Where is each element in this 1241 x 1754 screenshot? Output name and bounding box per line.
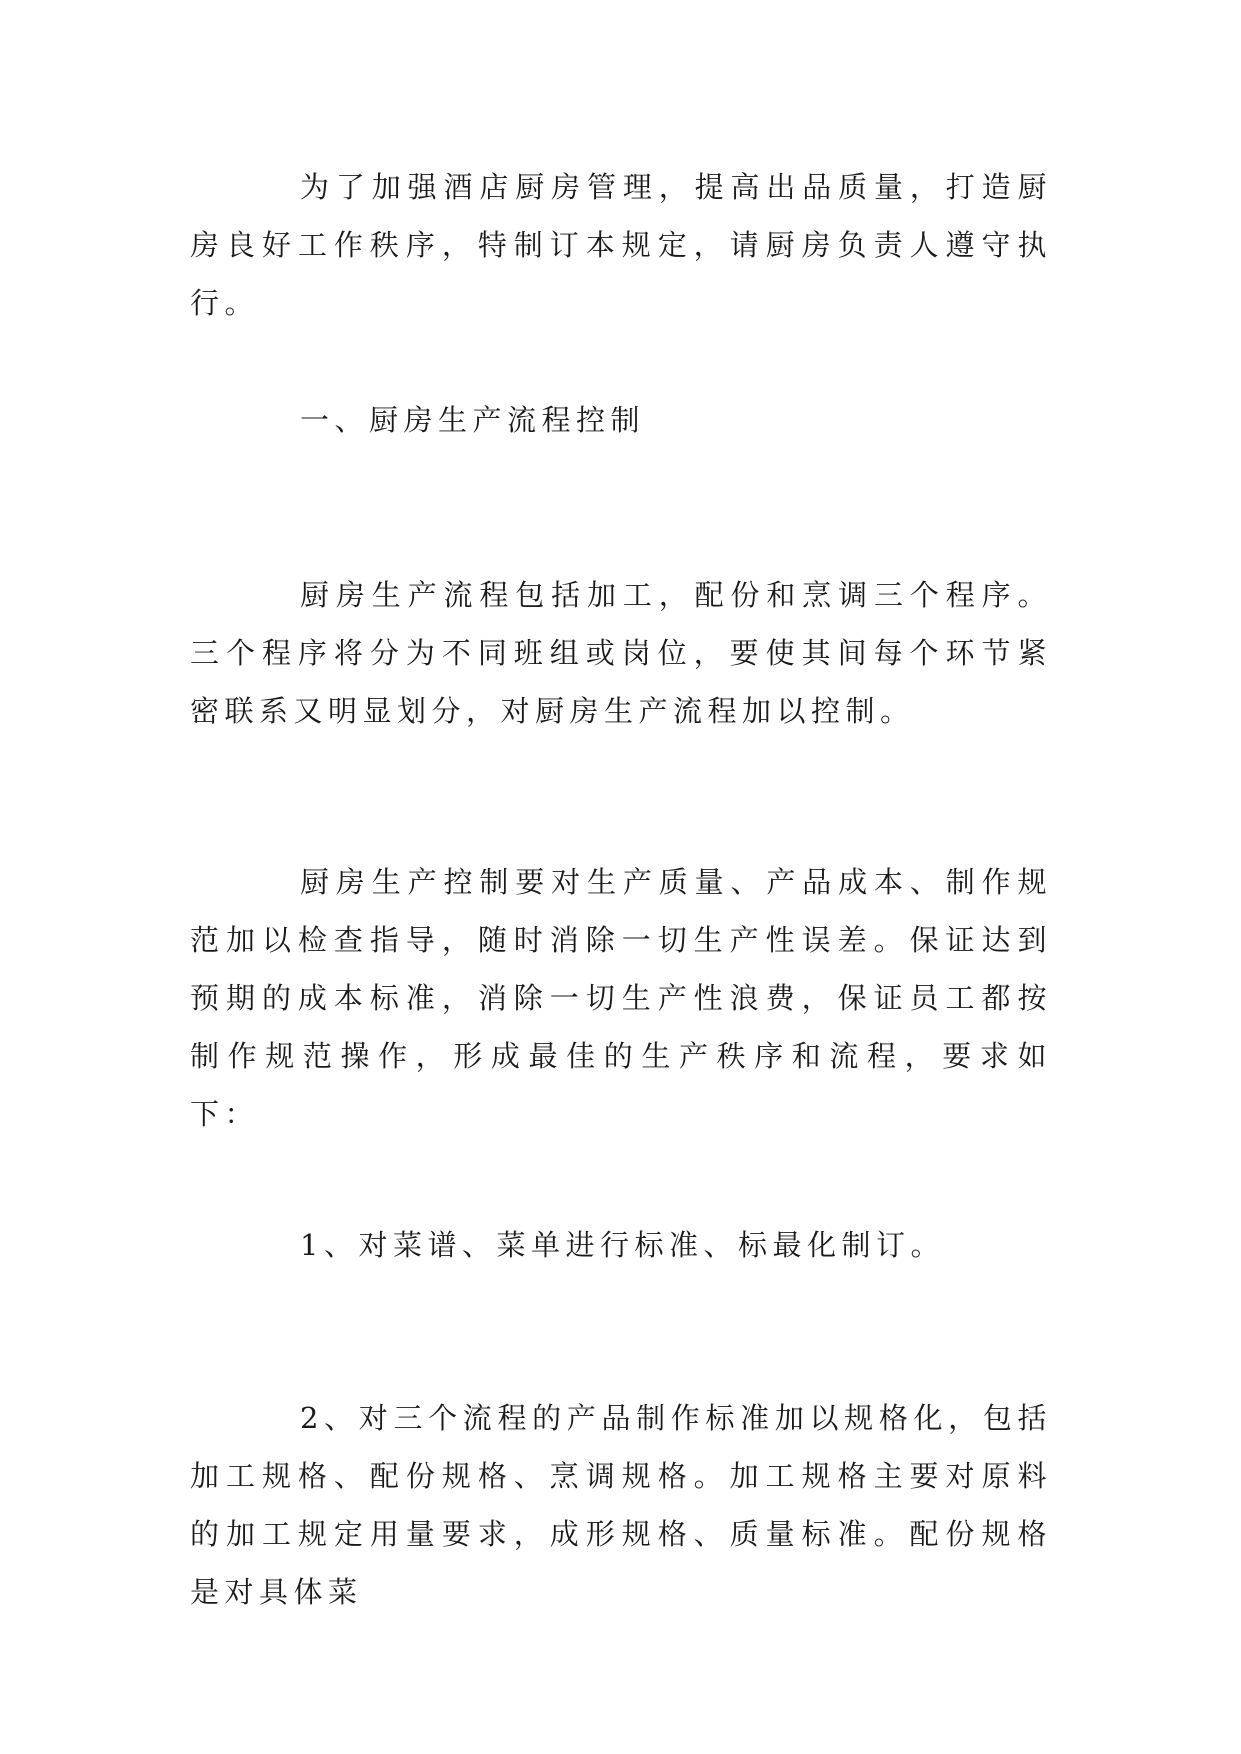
intro-paragraph: 为了加强酒店厨房管理，提高出品质量，打造厨房良好工作秩序，特制订本规定，请厨房负责人遵守执行。 [190, 170, 1052, 320]
list-item: 1、对菜谱、菜单进行标准、标最化制订。 [300, 1228, 945, 1262]
body-paragraph: 厨房生产控制要对生产质量、产品成本、制作规范加以检查指导，随时消除一切生产性误差。保证达到预期的成本标准，消除一切生产性浪费，保证员工都按制作规范操作，形成最佳的生产秩序和流程，要求如下： [190, 865, 1052, 1131]
section-heading: 一、厨房生产流程控制 [300, 403, 646, 437]
body-paragraph: 厨房生产流程包括加工，配份和烹调三个程序。三个程序将分为不同班组或岗位，要使其间每个环节紧密联系又明显划分，对厨房生产流程加以控制。 [190, 578, 1052, 728]
list-item: 2、对三个流程的产品制作标准加以规格化，包括加工规格、配份规格、烹调规格。加工规格主要对原料的加工规定用量要求，成形规格、质量标准。配份规格是对具体菜 [190, 1401, 1052, 1609]
